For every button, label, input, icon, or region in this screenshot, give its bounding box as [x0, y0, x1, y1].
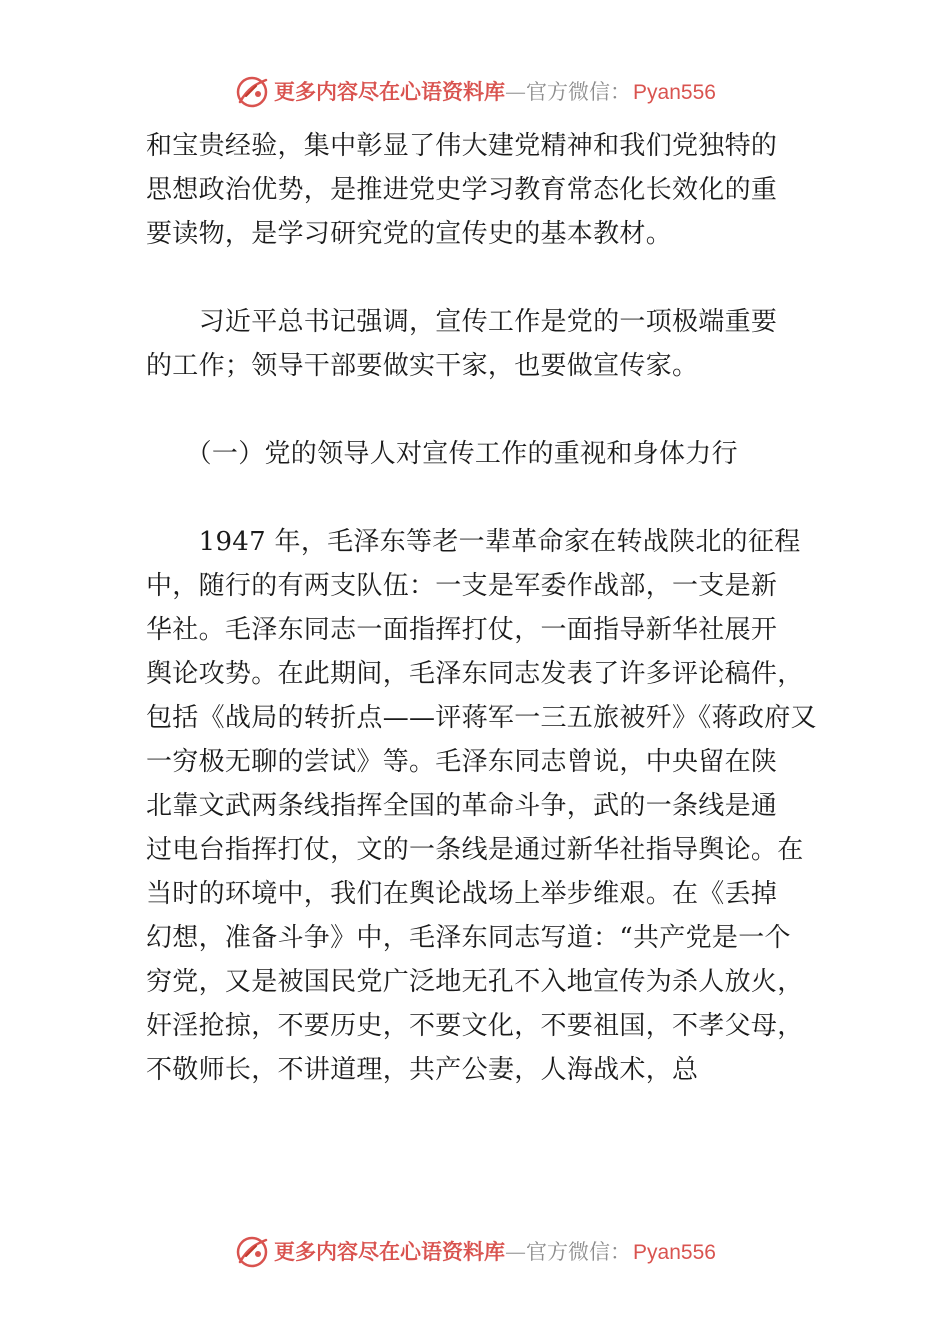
- text-line: 的工作；领导干部要做实干家，也要做宣传家。: [146, 351, 699, 381]
- text-line: 1947 年，毛泽东等老一辈革命家在转战陕北的征程: [146, 527, 801, 557]
- text-line: 习近平总书记强调，宣传工作是党的一项极端重要: [146, 307, 778, 337]
- text-line: 北靠文武两条线指挥全国的革命斗争，武的一条线是通: [146, 791, 778, 821]
- banner-brand-text: 更多内容尽在心语资料库: [274, 1239, 506, 1264]
- text-line: 舆论攻势。在此期间，毛泽东同志发表了许多评论稿件，: [146, 659, 804, 689]
- banner-wechat-id: Pyan556: [633, 1241, 716, 1264]
- banner-dash: —: [505, 1240, 527, 1264]
- paragraph-2: [146, 300, 826, 388]
- text-line: 包括《战局的转折点——评蒋军一三五旅被歼》《蒋政府又: [146, 703, 817, 733]
- banner-brand-text: 更多内容尽在心语资料库: [274, 79, 506, 104]
- banner-official-label: 官方微信：: [526, 1240, 632, 1264]
- footer-banner: [0, 1232, 950, 1272]
- text-line: 一穷极无聊的尝试》等。毛泽东同志曾说，中央留在陕: [146, 747, 778, 777]
- section-heading: （一）党的领导人对宣传工作的重视和身体力行: [146, 439, 738, 469]
- brand-logo-icon: [234, 1234, 270, 1270]
- text-line: 奸淫抢掠，不要历史，不要文化，不要祖国，不孝父母，: [146, 1011, 804, 1041]
- text-line: 思想政治优势，是推进党史学习教育常态化长效化的重: [146, 175, 778, 205]
- banner-dash: —: [505, 80, 527, 104]
- paragraph-1: [146, 124, 826, 256]
- paragraph-3: [146, 520, 826, 1092]
- text-line: 当时的环境中，我们在舆论战场上举步维艰。在《丢掉: [146, 879, 778, 909]
- text-line: 幻想，准备斗争》中，毛泽东同志写道：“共产党是一个: [146, 923, 791, 953]
- banner-wechat-id: Pyan556: [633, 81, 716, 104]
- text-line: 不敬师长，不讲道理，共产公妻，人海战术，总: [146, 1055, 699, 1085]
- header-banner: [0, 72, 950, 112]
- brand-logo-icon: [234, 74, 270, 110]
- banner-official-label: 官方微信：: [526, 80, 632, 104]
- document-body: [146, 124, 826, 1092]
- text-line: 过电台指挥打仗，文的一条线是通过新华社指导舆论。在: [146, 835, 804, 865]
- text-line: 穷党，又是被国民党广泛地无孔不入地宣传为杀人放火，: [146, 967, 804, 997]
- text-line: 要读物，是学习研究党的宣传史的基本教材。: [146, 219, 673, 249]
- text-line: 华社。毛泽东同志一面指挥打仗，一面指导新华社展开: [146, 615, 778, 645]
- text-line: 中，随行的有两支队伍：一支是军委作战部，一支是新: [146, 571, 778, 601]
- text-line: 和宝贵经验，集中彰显了伟大建党精神和我们党独特的: [146, 131, 778, 161]
